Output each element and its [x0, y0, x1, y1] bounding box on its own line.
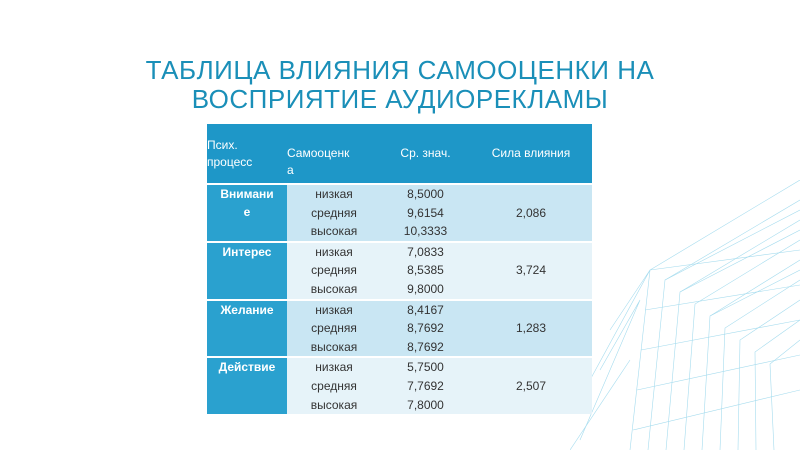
- page-title: [0, 56, 800, 114]
- process-name: Действие: [218, 360, 276, 375]
- process-cell: [207, 357, 287, 414]
- mean-value: 9,6154: [407, 205, 444, 220]
- means-cell: [381, 300, 470, 358]
- table-row: [207, 357, 592, 414]
- mean-value: 9,8000: [407, 281, 444, 296]
- header-text: Самооценк: [287, 146, 350, 160]
- header-text: Псих.: [207, 137, 238, 152]
- table-row: [207, 184, 592, 242]
- table-row: [207, 242, 592, 300]
- level-medium: средняя: [311, 321, 357, 336]
- strength-cell: 3,724: [470, 242, 592, 300]
- mean-value: 8,4167: [407, 302, 444, 317]
- strength-cell: 2,507: [470, 357, 592, 414]
- header-influence-strength: Сила влияния: [470, 124, 592, 184]
- level-medium: средняя: [311, 263, 357, 278]
- mean-value: 8,5385: [407, 263, 444, 278]
- mean-value: 7,0833: [407, 244, 444, 259]
- header-mean-value: Ср. знач.: [381, 124, 470, 184]
- process-cell: [207, 184, 287, 242]
- level-low: низкая: [315, 244, 353, 259]
- strength-cell: 1,283: [470, 300, 592, 358]
- level-medium: средняя: [311, 378, 357, 393]
- level-high: высокая: [310, 397, 358, 412]
- self-esteem-influence-table: [207, 124, 592, 414]
- level-high: высокая: [310, 224, 358, 239]
- mean-value: 10,3333: [403, 224, 448, 239]
- mean-value: 7,8000: [407, 397, 444, 412]
- means-cell: [381, 357, 470, 414]
- levels-cell: [287, 184, 381, 242]
- level-high: высокая: [310, 339, 358, 354]
- process-name: Интерес: [222, 244, 272, 259]
- level-low: низкая: [315, 187, 353, 201]
- level-low: низкая: [315, 360, 353, 375]
- table-row: [207, 300, 592, 358]
- means-cell: [381, 184, 470, 242]
- header-psych-process: [207, 124, 287, 184]
- header-text: а: [287, 163, 294, 177]
- means-cell: [381, 242, 470, 300]
- process-name: Желание: [220, 302, 274, 317]
- mean-value: 7,7692: [407, 378, 444, 393]
- level-medium: средняя: [311, 205, 357, 220]
- mean-value: 8,5000: [407, 187, 444, 201]
- mean-value: 8,7692: [407, 321, 444, 336]
- process-name: Внимани: [220, 187, 274, 201]
- levels-cell: [287, 357, 381, 414]
- strength-cell: 2,086: [470, 184, 592, 242]
- level-high: высокая: [310, 281, 358, 296]
- process-cell: [207, 242, 287, 300]
- wireframe-building-decoration: [570, 180, 800, 450]
- process-name: е: [243, 205, 251, 219]
- level-low: низкая: [315, 302, 353, 317]
- title-line-2: ВОСПРИЯТИЕ АУДИОРЕКЛАМЫ: [191, 84, 609, 114]
- mean-value: 8,7692: [407, 339, 444, 354]
- levels-cell: [287, 242, 381, 300]
- mean-value: 5,7500: [407, 360, 444, 375]
- header-text: процесс: [207, 154, 253, 169]
- levels-cell: [287, 300, 381, 358]
- header-self-esteem: [287, 124, 381, 184]
- table-header-row: [207, 124, 592, 184]
- title-line-1: ТАБЛИЦА ВЛИЯНИЯ САМООЦЕНКИ НА: [145, 55, 655, 85]
- process-cell: [207, 300, 287, 358]
